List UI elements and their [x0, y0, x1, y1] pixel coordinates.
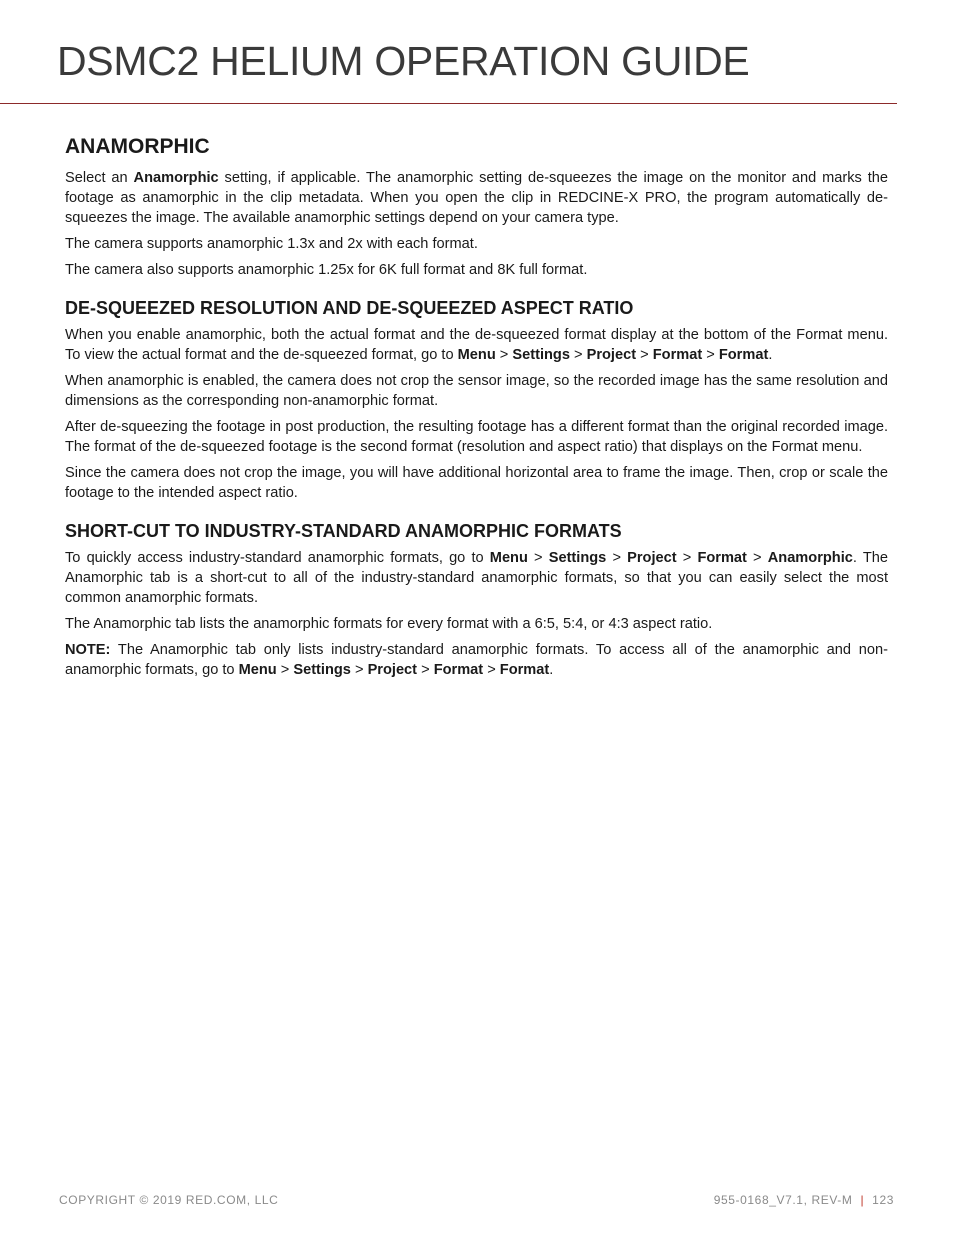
- section-short-cut: [65, 519, 888, 680]
- menu-path-format: Format: [697, 550, 747, 566]
- page-footer: [59, 1193, 894, 1211]
- menu-path-separator: >: [636, 347, 653, 363]
- menu-path-format: Format: [433, 662, 484, 678]
- section-heading: SHORT-CUT TO INDUSTRY-STANDARD ANAMORPHIC FORMATS: [65, 521, 622, 541]
- text-run: .: [549, 662, 554, 678]
- section-heading: ANAMORPHIC: [65, 135, 210, 158]
- menu-path-format: Format: [652, 347, 703, 363]
- text-run: When you enable anamorphic, both the actual format and the de-squeezed format display at the bottom of the Format menu. To view the actual format and the de-squeezed format, go to: [65, 327, 888, 363]
- menu-path-separator: >: [276, 662, 294, 678]
- menu-path-separator: >: [676, 550, 698, 566]
- paragraph: The Anamorphic tab lists the anamorphic formats for every format with a 6:5, 5:4, or 4:3 aspect ratio.: [65, 616, 713, 632]
- menu-path-separator: >: [569, 347, 587, 363]
- menu-path-separator: >: [746, 550, 768, 566]
- menu-path-settings: Settings: [548, 550, 607, 566]
- paragraph: When anamorphic is enabled, the camera does not crop the sensor image, so the recorded image has the same resolution and dimensions as the corresponding non-anamorphic format.: [65, 373, 888, 409]
- menu-path-settings: Settings: [293, 662, 351, 678]
- page-number: 123: [872, 1193, 894, 1207]
- menu-path-menu: Menu: [489, 550, 528, 566]
- text-run: To quickly access industry-standard anamorphic formats, go to: [65, 550, 490, 566]
- paragraph: After de-squeezing the footage in post production, the resulting footage has a different format than the original recorded image. The format of the de-squeezed footage is the second format (resolution and aspect ratio) that displays on the Format menu.: [65, 419, 888, 455]
- section-de-squeezed: [65, 296, 888, 503]
- menu-path-separator: >: [417, 662, 434, 678]
- menu-path-separator: >: [350, 662, 368, 678]
- section-anamorphic: [65, 132, 888, 280]
- text-run: setting, if applicable. The anamorphic setting de-squeezes the image on the monitor and marks the footage as anamorphic in the clip metadata. When you open the clip in REDCINE-X PRO, the program automatically de-squeezes the image. The available anamorphic settings depend on your camera type.: [65, 170, 889, 226]
- menu-path-separator: >: [702, 347, 719, 363]
- text-run: .: [768, 347, 773, 363]
- menu-path-anamorphic: Anamorphic: [767, 550, 853, 566]
- menu-path-separator: >: [495, 347, 513, 363]
- menu-path-menu: Menu: [457, 347, 496, 363]
- copyright-notice: COPYRIGHT © 2019 RED.COM, LLC: [59, 1193, 279, 1207]
- section-heading: DE-SQUEEZED RESOLUTION AND DE-SQUEEZED ASPECT RATIO: [65, 298, 634, 318]
- note-label: NOTE:: [65, 642, 111, 658]
- menu-path-format: Format: [718, 347, 769, 363]
- menu-path-project: Project: [586, 347, 637, 363]
- text-run: The Anamorphic tab only lists industry-standard anamorphic formats. To access all of the anamorphic and non-anamorphic formats, go to: [65, 642, 888, 678]
- paragraph: [65, 168, 888, 228]
- document-title: DSMC2 HELIUM OPERATION GUIDE: [57, 38, 750, 84]
- menu-path-format: Format: [499, 662, 550, 678]
- paragraph: [65, 548, 888, 608]
- menu-path-project: Project: [627, 550, 677, 566]
- menu-path-separator: >: [483, 662, 500, 678]
- paragraph: [65, 325, 888, 365]
- paragraph: The camera supports anamorphic 1.3x and 2x with each format.: [65, 236, 478, 252]
- footer-doc-info: [714, 1193, 894, 1207]
- main-content: [65, 132, 888, 686]
- note-paragraph: [65, 640, 888, 680]
- page-header: [0, 0, 897, 104]
- menu-path-separator: >: [527, 550, 549, 566]
- menu-path-settings: Settings: [512, 347, 570, 363]
- paragraph: The camera also supports anamorphic 1.25x for 6K full format and 8K full format.: [65, 262, 588, 278]
- document-id: 955-0168_V7.1, REV-M: [713, 1193, 853, 1207]
- menu-path-menu: Menu: [238, 662, 277, 678]
- text-run: . The Anamorphic tab is a short-cut to all of the industry-standard anamorphic formats, so that you can easily select the most common anamorphic formats.: [65, 550, 888, 606]
- menu-path-project: Project: [367, 662, 418, 678]
- text-run: Select an: [65, 170, 134, 186]
- footer-separator: |: [860, 1193, 865, 1207]
- menu-path-separator: >: [606, 550, 628, 566]
- bold-term: Anamorphic: [133, 170, 219, 186]
- paragraph: Since the camera does not crop the image, you will have additional horizontal area to frame the image. Then, crop or scale the footage to the intended aspect ratio.: [65, 465, 888, 501]
